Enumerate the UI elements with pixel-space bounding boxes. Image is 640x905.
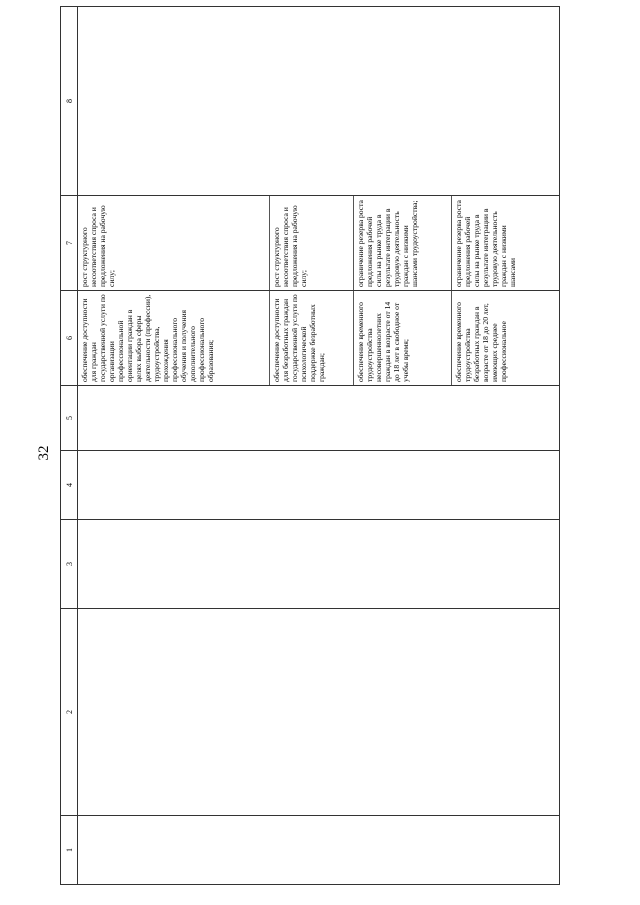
- page-number: 32: [36, 445, 52, 461]
- col-header-2: 2: [61, 609, 78, 816]
- cell-col-5: [78, 386, 560, 451]
- activity-entry: обеспечение временного трудоустройства несовершеннолетних граждан в возрасте от 14 до 18 лет в свободное от учебы время;: [354, 291, 452, 385]
- activity-entry: обеспечение временного трудоустройства безработных граждан в возрасте от 18 до 20 лет, имеющих среднее профессиональное: [454, 302, 508, 382]
- cell-col-4: [78, 451, 560, 520]
- cell-col-6: [78, 291, 560, 386]
- cell-col-2: [78, 609, 560, 816]
- table-row: [78, 7, 560, 885]
- col-header-6: 6: [61, 291, 78, 386]
- col-header-5: 5: [61, 386, 78, 451]
- activity-entry: обеспечение доступности для граждан государственной услуги по организации профессиональной ориентации граждан в целях выбора сферы деятельности (профессии), трудоустройства, прохождения профессионального обучения и получения дополнительного профессионального образования;: [78, 291, 270, 385]
- result-entry: рост структурного несоответствия спроса и предложения на рабочую силу;: [270, 196, 354, 290]
- cell-col-1: [78, 816, 560, 885]
- result-entry: ограничение резерва роста предложения рабочей силы на рынке труда в результате интеграции в трудовую деятельность граждан с низкими шансами трудоустройства;: [354, 196, 452, 290]
- result-list: [78, 196, 559, 290]
- data-table: [60, 6, 560, 885]
- col-header-7: 7: [61, 196, 78, 291]
- cell-col-3: [78, 520, 560, 609]
- col-header-1: 1: [61, 816, 78, 885]
- activity-list: [78, 291, 559, 385]
- cell-col-8: [78, 7, 560, 196]
- activity-entry: обеспечение доступности для безработных граждан государственной услуги по психологической поддержке безработных граждан;: [270, 291, 354, 385]
- cell-col-7: [78, 196, 560, 291]
- header-row: [61, 7, 78, 885]
- result-entry: рост структурного несоответствия спроса и предложения на рабочую силу;: [78, 196, 270, 290]
- table-container: [60, 15, 560, 885]
- col-header-3: 3: [61, 520, 78, 609]
- col-header-4: 4: [61, 451, 78, 520]
- col-header-8: 8: [61, 7, 78, 196]
- result-entry: ограничение резерва роста предложения рабочей силы на рынке труда в результате интеграции в трудовую деятельность граждан с низкими шансами: [454, 200, 517, 287]
